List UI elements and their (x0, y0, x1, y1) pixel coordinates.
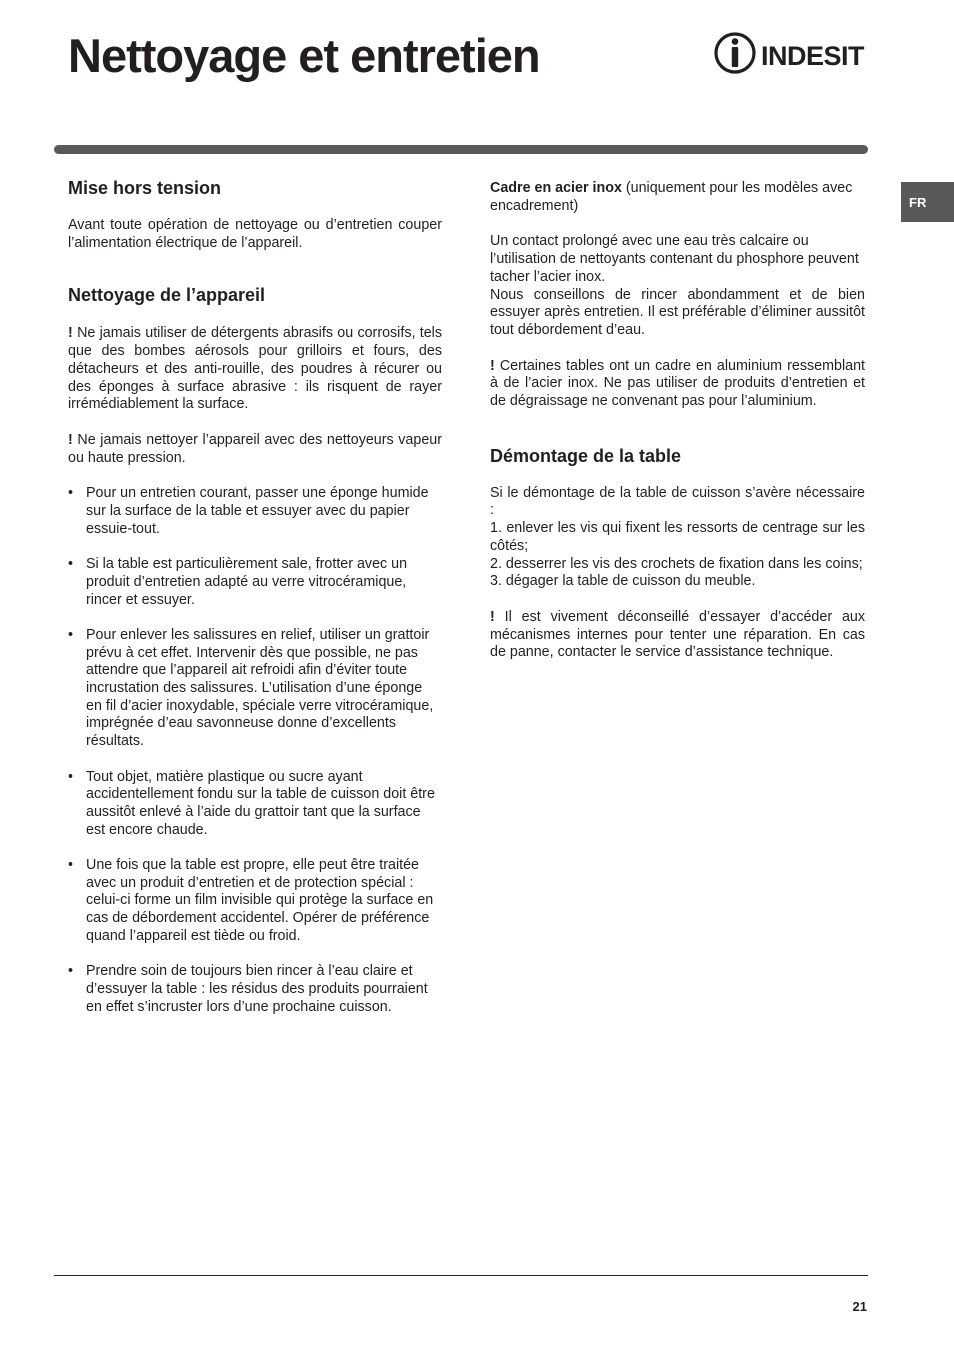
warning-aluminium-text: Certaines tables ont un cadre en aluminium ressemblant à de l’acier inox. Ne pas utiliser de produits d’entretien et de dégraissage ne convenant pas pour l’aluminium. (490, 357, 865, 410)
power-off-text: Avant toute opération de nettoyage ou d’entretien couper l’alimentation électrique de l’appareil. (68, 217, 442, 251)
list-item: • Pour enlever les salissures en relief, utiliser un grattoir prévu à cet effet. Intervenir dès que possible, ne pas attendre que l’appareil ait refroidi afin d’éviter toute incrustation des salissures. L’utilisation d’une éponge en fil d’acier inoxydable, spéciale verre vitrocéramique, imprégnée d’eau savonneuse donne d’excellents résultats. (68, 627, 442, 751)
warning-repair-text: Il est vivement déconseillé d’essayer d’accéder aux mécanismes internes pour tenter une réparation. En cas de panne, contacter le service d’assistance technique. (490, 608, 865, 661)
list-item: • Une fois que la table est propre, elle peut être traitée avec un produit d’entretien et de protection spécial : celui-ci forme un film invisible qui protège la surface en cas de débordement accidentel. Opérer de préférence quand l’appareil est tiède ou froid. (68, 857, 442, 946)
dismantling-step-2: 2. desserrer les vis des crochets de fixation dans les coins; (490, 555, 863, 572)
dismantling-step-3: 3. dégager la table de cuisson du meuble. (490, 573, 756, 590)
warning-mark-icon: ! (68, 325, 73, 342)
warning-aluminium (490, 358, 865, 411)
header-rule (54, 145, 868, 154)
list-item: • Si la table est particulièrement sale, frotter avec un produit d’entretien adapté au verre vitrocéramique, rincer et essuyer. (68, 556, 442, 609)
steel-frame-note: (uniquement pour les modèles avec encadrement) (490, 180, 853, 214)
warning-repair (490, 609, 865, 662)
warning-steam (68, 432, 442, 467)
list-item: • Tout objet, matière plastique ou sucre ayant accidentellement fondu sur la table de cuisson doit être aussitôt enlevé à l’aide du grattoir tant que la surface est encore chaude. (68, 769, 442, 840)
dismantling-intro: Si le démontage de la table de cuisson s’avère nécessaire : (490, 484, 865, 519)
page-number: 21 (852, 1299, 867, 1314)
warning-steam-text: Ne jamais nettoyer l’appareil avec des nettoyeurs vapeur ou haute pression. (68, 431, 442, 466)
page-title: Nettoyage et entretien (68, 29, 540, 82)
heading-power-off: Mise hors tension (68, 178, 222, 198)
heading-dismantling: Démontage de la table (490, 445, 682, 466)
warning-mark-icon: ! (68, 431, 73, 448)
list-item: • Prendre soin de toujours bien rincer à l’eau claire et d’essuyer la table : les résidus des produits pourraient en effet s’incruster lors d’une prochaine cuisson. (68, 963, 442, 1016)
language-tab: FR (901, 182, 954, 222)
warning-mark-icon: ! (490, 357, 495, 374)
list-item: • Pour un entretien courant, passer une éponge humide sur la surface de la table et essuyer avec du papier essuie-tout. (68, 485, 442, 538)
footer-rule (54, 1275, 868, 1276)
dismantling-step-1: 1. enlever les vis qui fixent les ressorts de centrage sur les côtés; (490, 520, 865, 554)
warning-abrasive (68, 325, 442, 414)
indesit-logo (714, 30, 870, 76)
steel-frame-text-1: Un contact prolongé avec une eau très calcaire ou l’utilisation de nettoyants contenant du phosphore peuvent tacher l’acier inox. (490, 233, 859, 285)
right-column (490, 180, 865, 662)
steel-frame-text-2: Nous conseillons de rincer abondamment et de bien essuyer après entretien. Il est préférable d’éliminer aussitôt tout débordement d’eau. (490, 286, 865, 338)
heading-cleaning: Nettoyage de l’appareil (68, 285, 266, 306)
cleaning-tips-list (68, 485, 442, 1016)
left-column (68, 176, 442, 1034)
warning-abrasive-text: Ne jamais utiliser de détergents abrasifs ou corrosifs, tels que des bombes aérosols pour grilloirs et fours, des détacheurs et des anti-rouille, des poudres à récurer ou des éponges à surface abrasive : ils risquent de rayer irrémédiablement la surface. (68, 325, 442, 413)
steel-frame-intro (490, 180, 865, 215)
steel-frame-heading: Cadre en acier inox (490, 180, 622, 196)
warning-mark-icon: ! (490, 608, 495, 625)
brand-wordmark: INDESIT (761, 41, 865, 71)
